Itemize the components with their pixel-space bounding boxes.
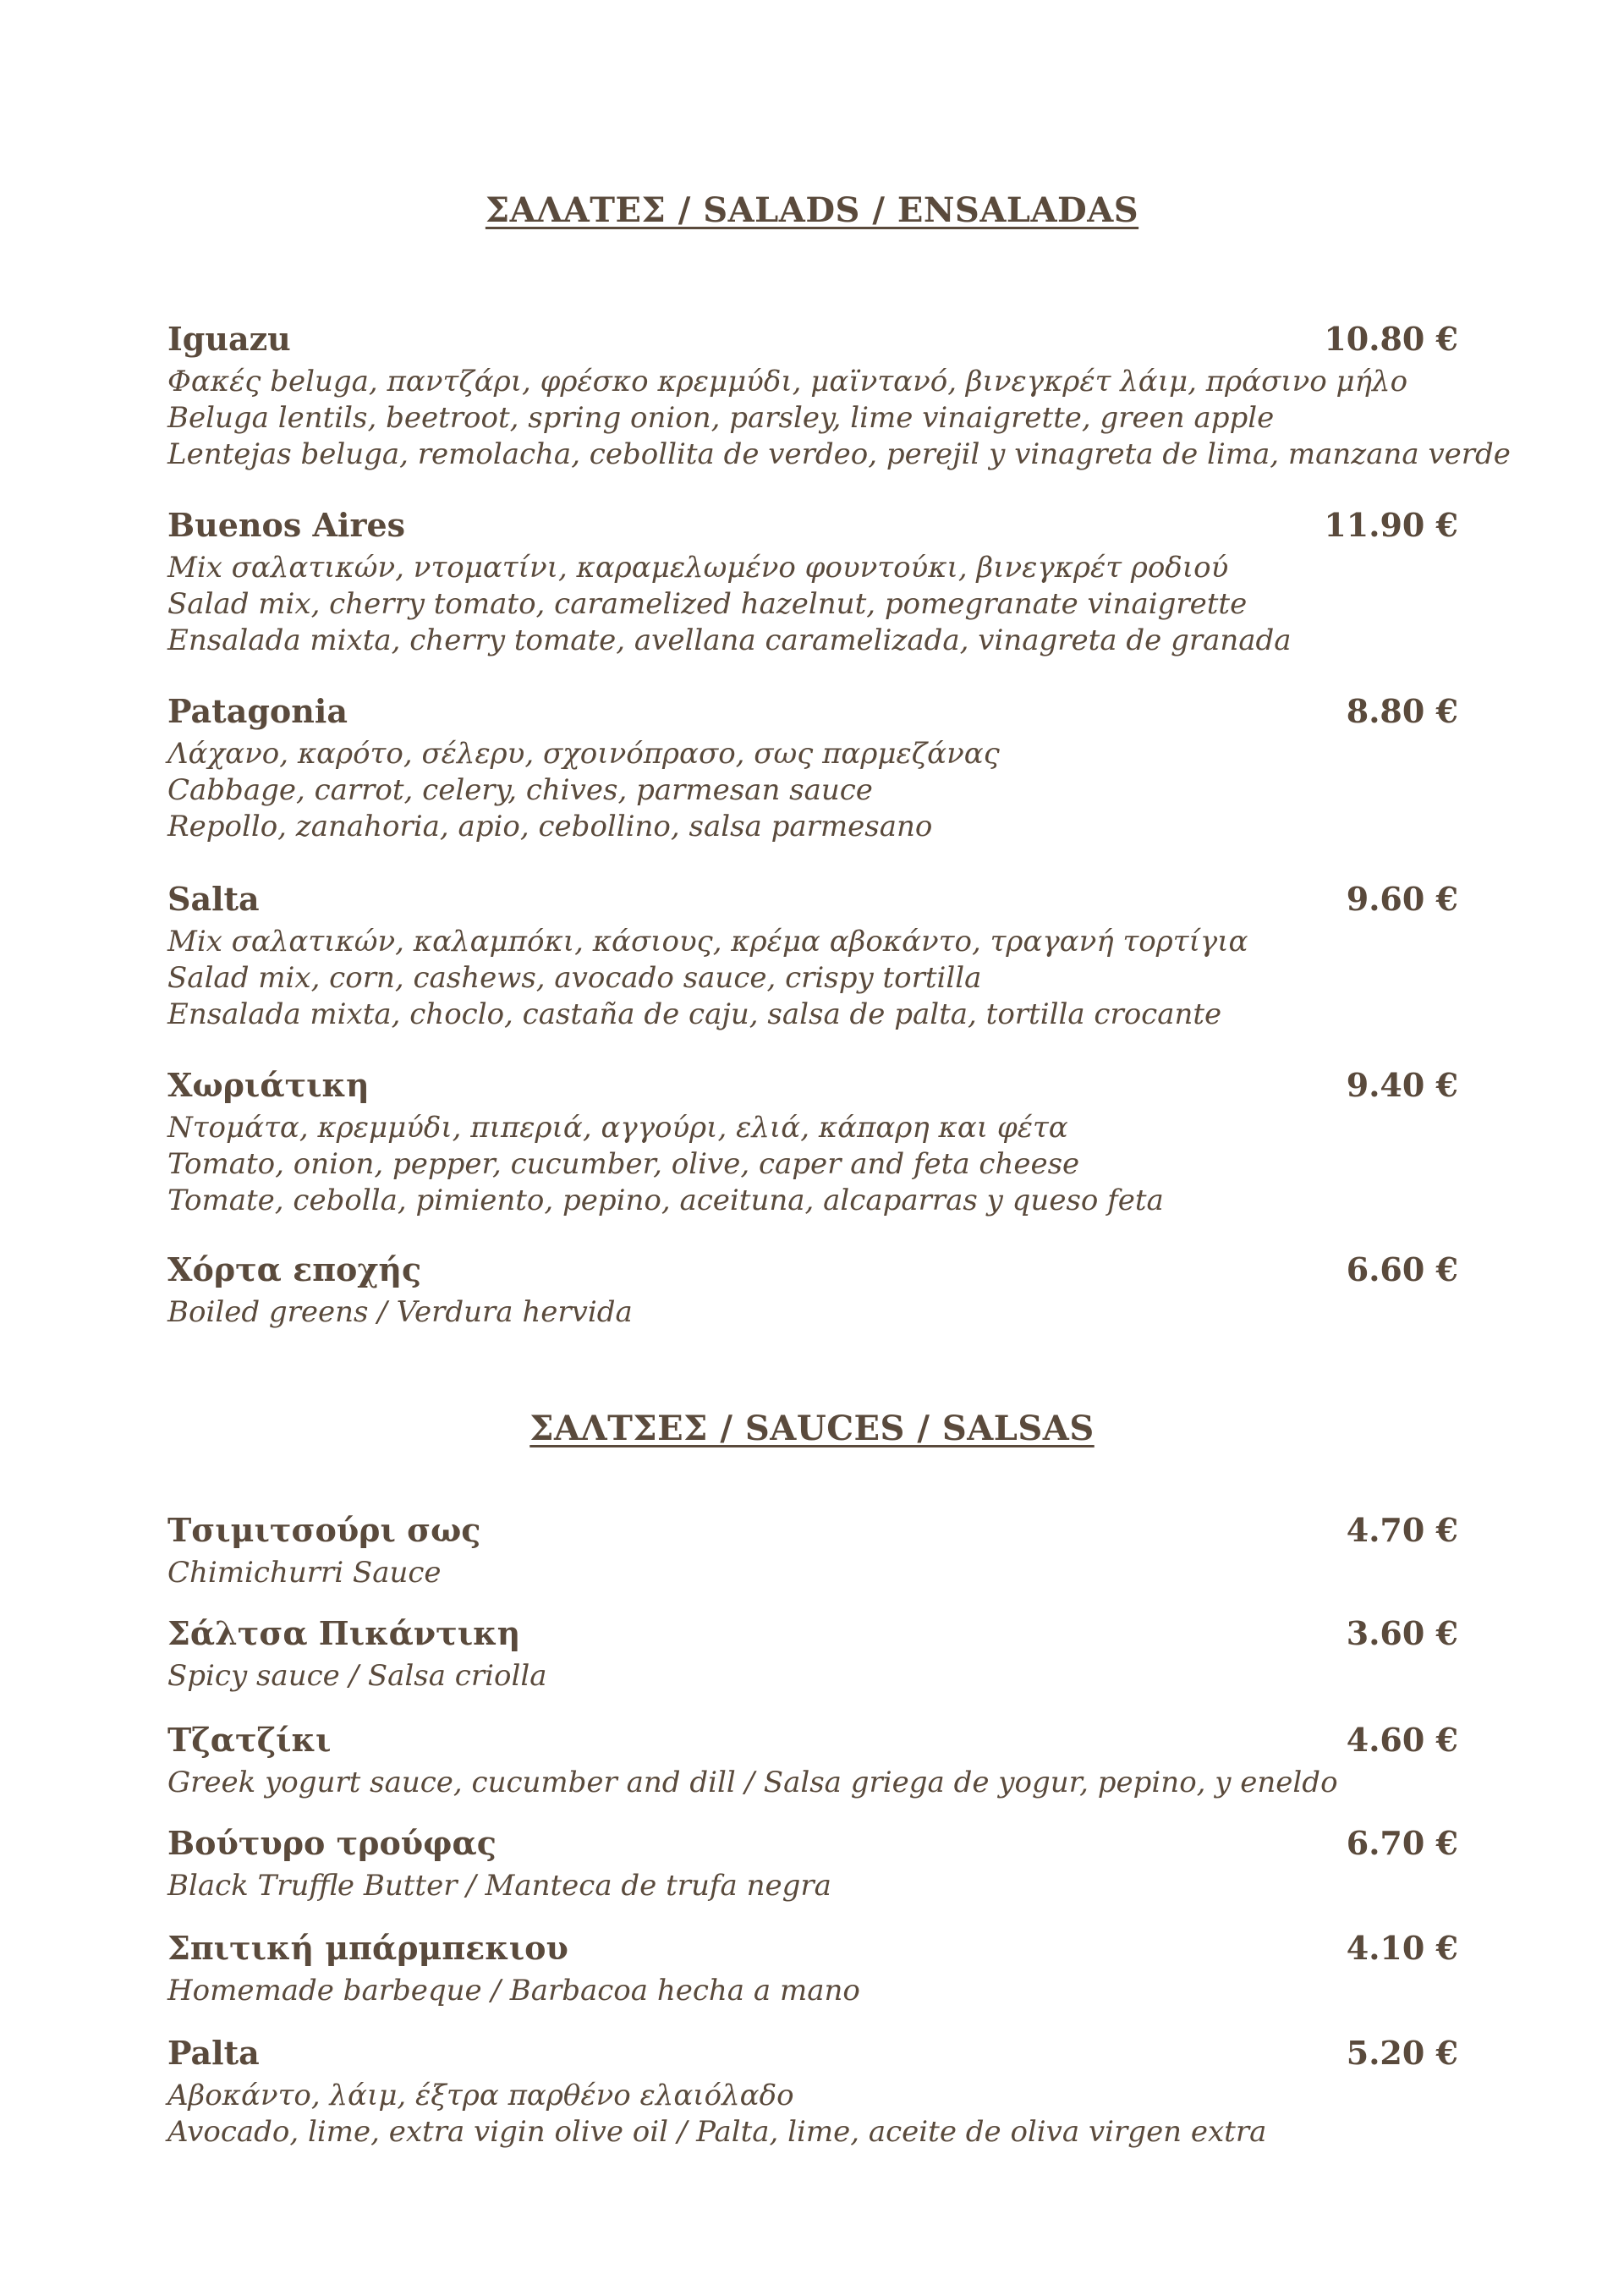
item-price: 10.80 € [1324, 320, 1458, 358]
menu-item [167, 1066, 1458, 1219]
menu-item [167, 506, 1458, 659]
menu-item [167, 1511, 1458, 1591]
menu-item [167, 2034, 1458, 2150]
sauces-heading: ΣΑΛΤΣΕΣ / SAUCES / SALSAS [529, 1409, 1095, 1448]
item-description-line: Repollo, zanahoria, apio, cebollino, salsa parmesano [167, 810, 933, 843]
item-price: 5.20 € [1346, 2034, 1458, 2072]
item-description-line: Tomato, onion, pepper, cucumber, olive, caper and feta cheese [167, 1147, 1080, 1181]
item-name: Iguazu [167, 320, 291, 358]
item-price: 11.90 € [1324, 506, 1458, 544]
item-name: Salta [167, 880, 260, 918]
menu-item [167, 1929, 1458, 2009]
menu-item [167, 1614, 1458, 1695]
item-name: Τσιμιτσούρι σως [167, 1511, 481, 1549]
salads-heading: ΣΑΛΑΤΕΣ / SALADS / ENSALADAS [485, 190, 1139, 230]
menu-item [167, 1824, 1458, 1904]
item-description-line: Cabbage, carrot, celery, chives, parmesan sauce [167, 773, 873, 807]
item-name: Σάλτσα Πικάντικη [167, 1614, 521, 1652]
item-price: 3.60 € [1346, 1614, 1458, 1652]
item-description-line: Salad mix, cherry tomato, caramelized hazelnut, pomegranate vinaigrette [167, 587, 1248, 621]
item-description-line: Ensalada mixta, choclo, castaña de caju, salsa de palta, tortilla crocante [167, 997, 1222, 1031]
item-price: 4.70 € [1346, 1511, 1458, 1549]
item-description-line: Beluga lentils, beetroot, spring onion, parsley, lime vinaigrette, green apple [167, 401, 1275, 435]
menu-item [167, 320, 1511, 473]
item-name: Σπιτική μπάρμπεκιου [167, 1929, 568, 1967]
item-description-line: Boiled greens / Verdura hervida [167, 1295, 633, 1329]
item-price: 9.60 € [1346, 880, 1458, 918]
item-name: Buenos Aires [167, 506, 406, 544]
menu-item [167, 1250, 1458, 1331]
item-description-line: Tomate, cebolla, pimiento, pepino, aceituna, alcaparras y queso feta [167, 1184, 1164, 1217]
item-description-line: Chimichurri Sauce [167, 1556, 442, 1590]
item-name: Βούτυρο τρούφας [167, 1824, 497, 1862]
item-description-line: Λάχανο, καρότο, σέλερυ, σχοινόπρασο, σως παρμεζάνας [167, 737, 1000, 771]
item-description-line: Φακές beluga, παντζάρι, φρέσκο κρεμμύδι, μαϊντανό, βινεγκρέτ λάιμ, πράσινο μήλο [167, 365, 1408, 398]
item-description-line: Ensalada mixta, cherry tomate, avellana caramelizada, vinagreta de granada [167, 623, 1292, 657]
item-description-line: Ντομάτα, κρεμμύδι, πιπεριά, αγγούρι, ελιά, κάπαρη και φέτα [167, 1111, 1068, 1145]
item-description-line: Greek yogurt sauce, cucumber and dill / Salsa griega de yogur, pepino, y eneldo [167, 1766, 1338, 1799]
item-description-line: Αβοκάντο, λάιμ, έξτρα παρθένο ελαιόλαδο [167, 2079, 794, 2112]
item-price: 8.80 € [1346, 692, 1458, 730]
item-description-line: Mix σαλατικών, καλαμπόκι, κάσιους, κρέμα αβοκάντο, τραγανή τορτίγια [167, 925, 1248, 958]
item-price: 6.60 € [1346, 1250, 1458, 1288]
item-name: Χωριάτικη [167, 1066, 370, 1104]
item-price: 9.40 € [1346, 1066, 1458, 1104]
item-price: 4.10 € [1346, 1929, 1458, 1967]
item-description-line: Spicy sauce / Salsa criolla [167, 1659, 547, 1693]
item-name: Palta [167, 2034, 260, 2072]
item-description-line: Lentejas beluga, remolacha, cebollita de verdeo, perejil y vinagreta de lima, manzana verde [167, 437, 1511, 471]
menu-item [167, 880, 1458, 1033]
item-description-line: Homemade barbeque / Barbacoa hecha a mano [167, 1974, 860, 2008]
item-price: 4.60 € [1346, 1721, 1458, 1759]
item-name: Patagonia [167, 692, 348, 730]
item-name: Χόρτα εποχής [167, 1250, 422, 1288]
item-description-line: Mix σαλατικών, ντοματίνι, καραμελωμένο φουντούκι, βινεγκρέτ ροδιού [167, 551, 1229, 585]
menu-item [167, 1721, 1458, 1801]
menu-item [167, 692, 1458, 845]
item-description-line: Black Truffle Butter / Manteca de trufa negra [167, 1869, 831, 1903]
item-name: Τζατζίκι [167, 1721, 332, 1759]
item-price: 6.70 € [1346, 1824, 1458, 1862]
item-description-line: Avocado, lime, extra vigin olive oil / Palta, lime, aceite de oliva virgen extra [167, 2115, 1267, 2149]
item-description-line: Salad mix, corn, cashews, avocado sauce, crispy tortilla [167, 961, 982, 995]
